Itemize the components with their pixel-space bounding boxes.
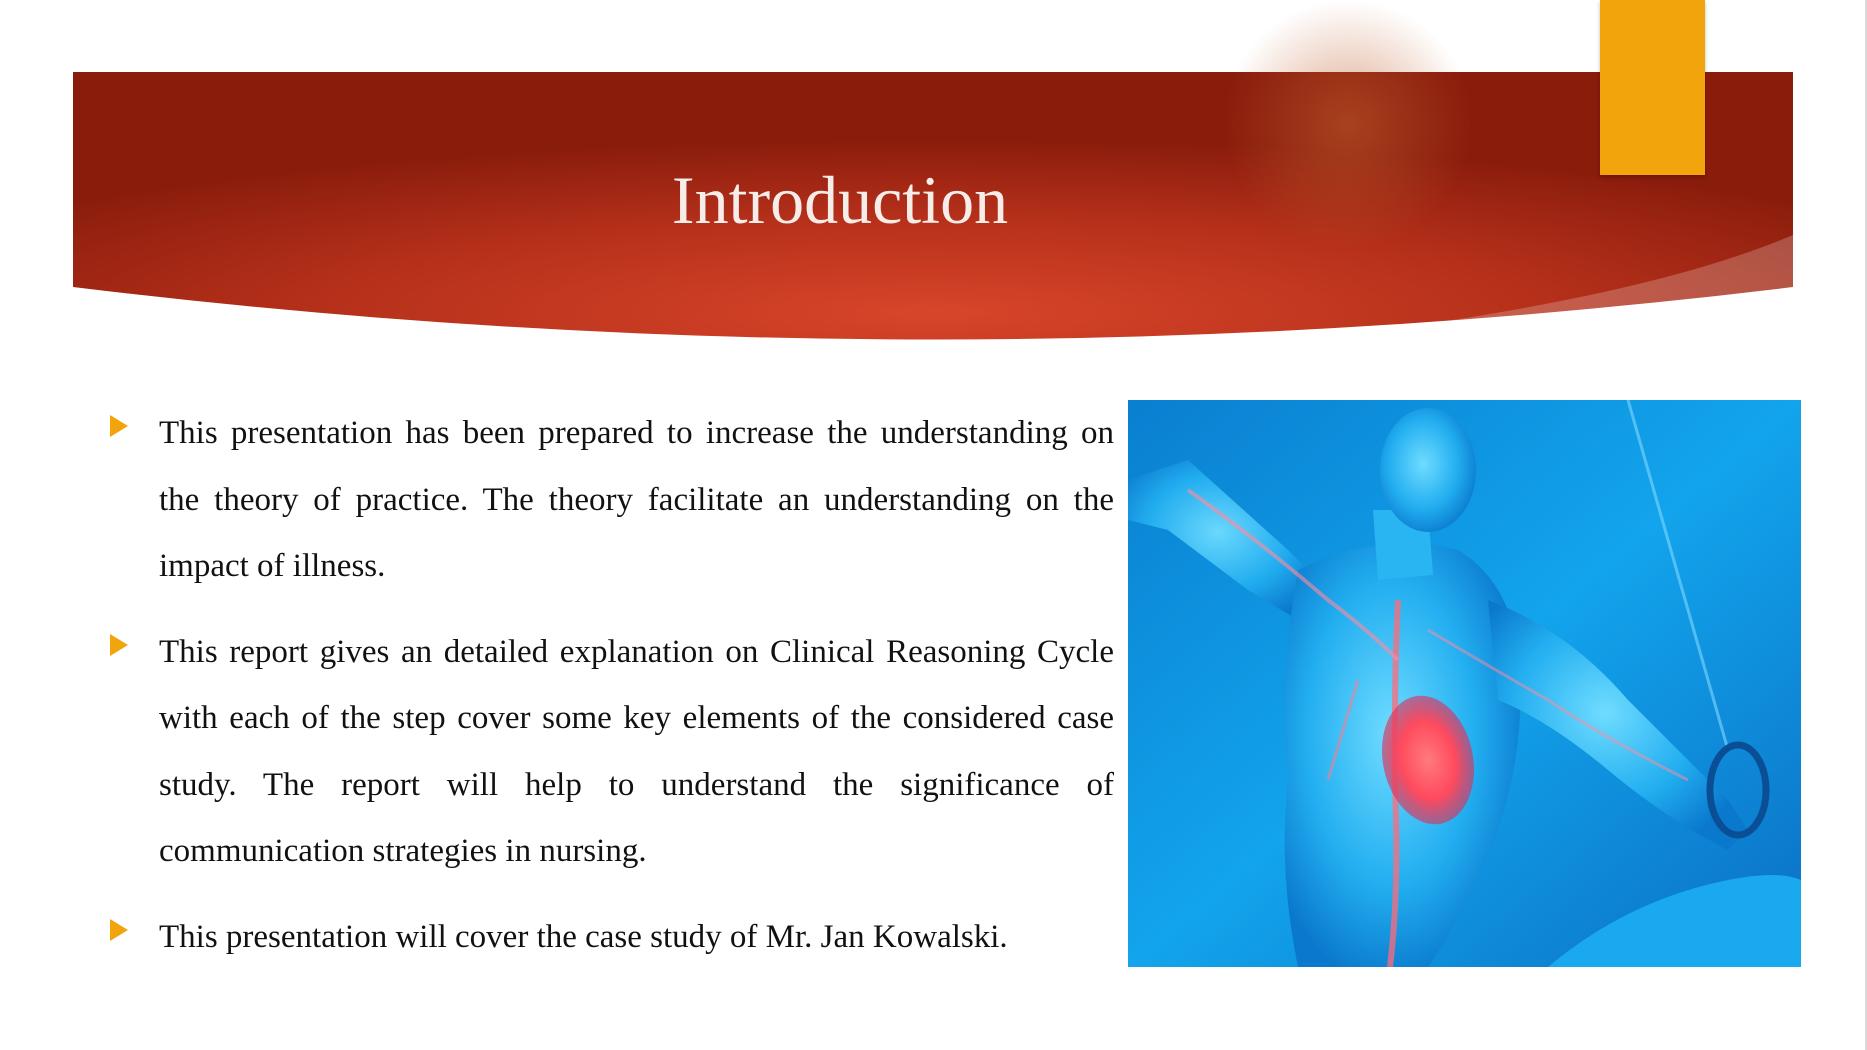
anatomy-illustration <box>1128 400 1801 967</box>
bullet-item <box>104 619 1114 885</box>
human-anatomy-heart-icon <box>1128 400 1801 967</box>
accent-tab <box>1600 0 1705 175</box>
bullet-text: This presentation has been prepared to increase the understanding on the theory of practice. The theory facilitate an understanding on the impact of illness. <box>159 415 1114 584</box>
slide-title: Introduction <box>671 162 1009 238</box>
bullet-text: This presentation will cover the case study of Mr. Jan Kowalski. <box>159 918 1008 955</box>
bullet-item <box>104 400 1114 600</box>
bullet-item <box>104 904 1114 971</box>
bullet-list <box>104 400 1114 989</box>
bullet-text: This report gives an detailed explanation on Clinical Reasoning Cycle with each of the step cover some key elements of the considered case study. The report will help to understand the significance of communication strategies in nursing. <box>159 633 1114 869</box>
arrow-bullet-icon <box>110 634 128 656</box>
arrow-bullet-icon <box>110 415 128 437</box>
arrow-bullet-icon <box>110 919 128 941</box>
